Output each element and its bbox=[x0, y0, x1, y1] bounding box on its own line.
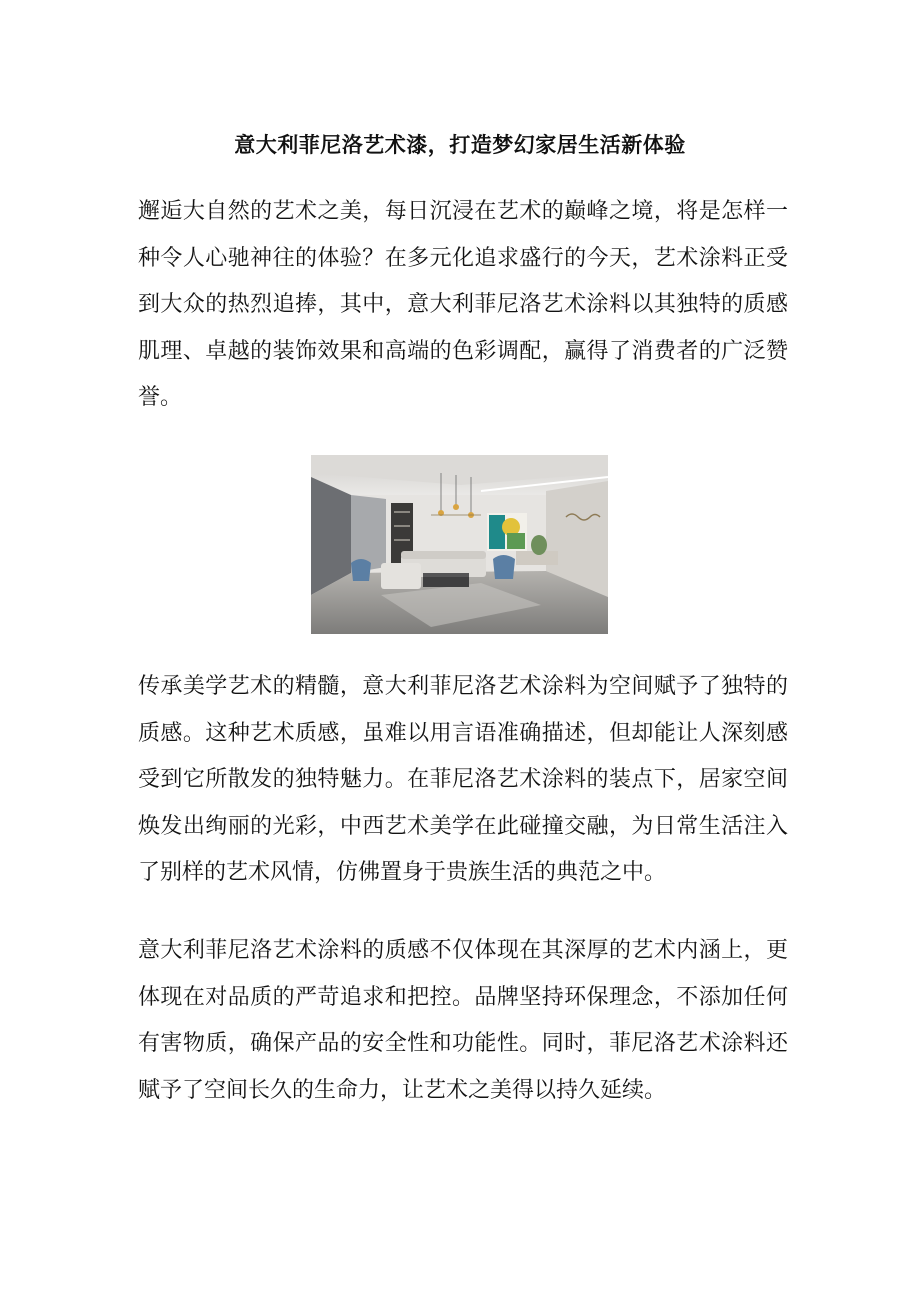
paragraph-quality: 意大利菲尼洛艺术涂料的质感不仅体现在其深厚的艺术内涵上，更体现在对品质的严苛追求和把控。品牌坚持环保理念，不添加任何有害物质，确保产品的安全性和功能性。同时，菲尼洛艺术涂料还赋予了空间长久的生命力，让艺术之美得以持久延续。 bbox=[138, 938, 788, 1103]
living-room-photo bbox=[311, 455, 608, 634]
paragraph-texture: 传承美学艺术的精髓，意大利菲尼洛艺术涂料为空间赋予了独特的质感。这种艺术质感，虽难以用言语准确描述，但却能让人深刻感受到它所散发的独特魅力。在菲尼洛艺术涂料的装点下，居家空间焕发出绚丽的光彩，中西艺术美学在此碰撞交融，为日常生活注入了别样的艺术风情，仿佛置身于贵族生活的典范之中。 bbox=[138, 674, 788, 885]
article-title: 意大利菲尼洛艺术漆，打造梦幻家居生活新体验 bbox=[234, 133, 686, 157]
paragraph-intro: 邂逅大自然的艺术之美，每日沉浸在艺术的巅峰之境，将是怎样一种令人心驰神往的体验？在多元化追求盛行的今天，艺术涂料正受到大众的热烈追捧，其中，意大利菲尼洛艺术涂料以其独特的质感肌理、卓越的装饰效果和高端的色彩调配，赢得了消费者的广泛赞誉。 bbox=[138, 199, 788, 410]
